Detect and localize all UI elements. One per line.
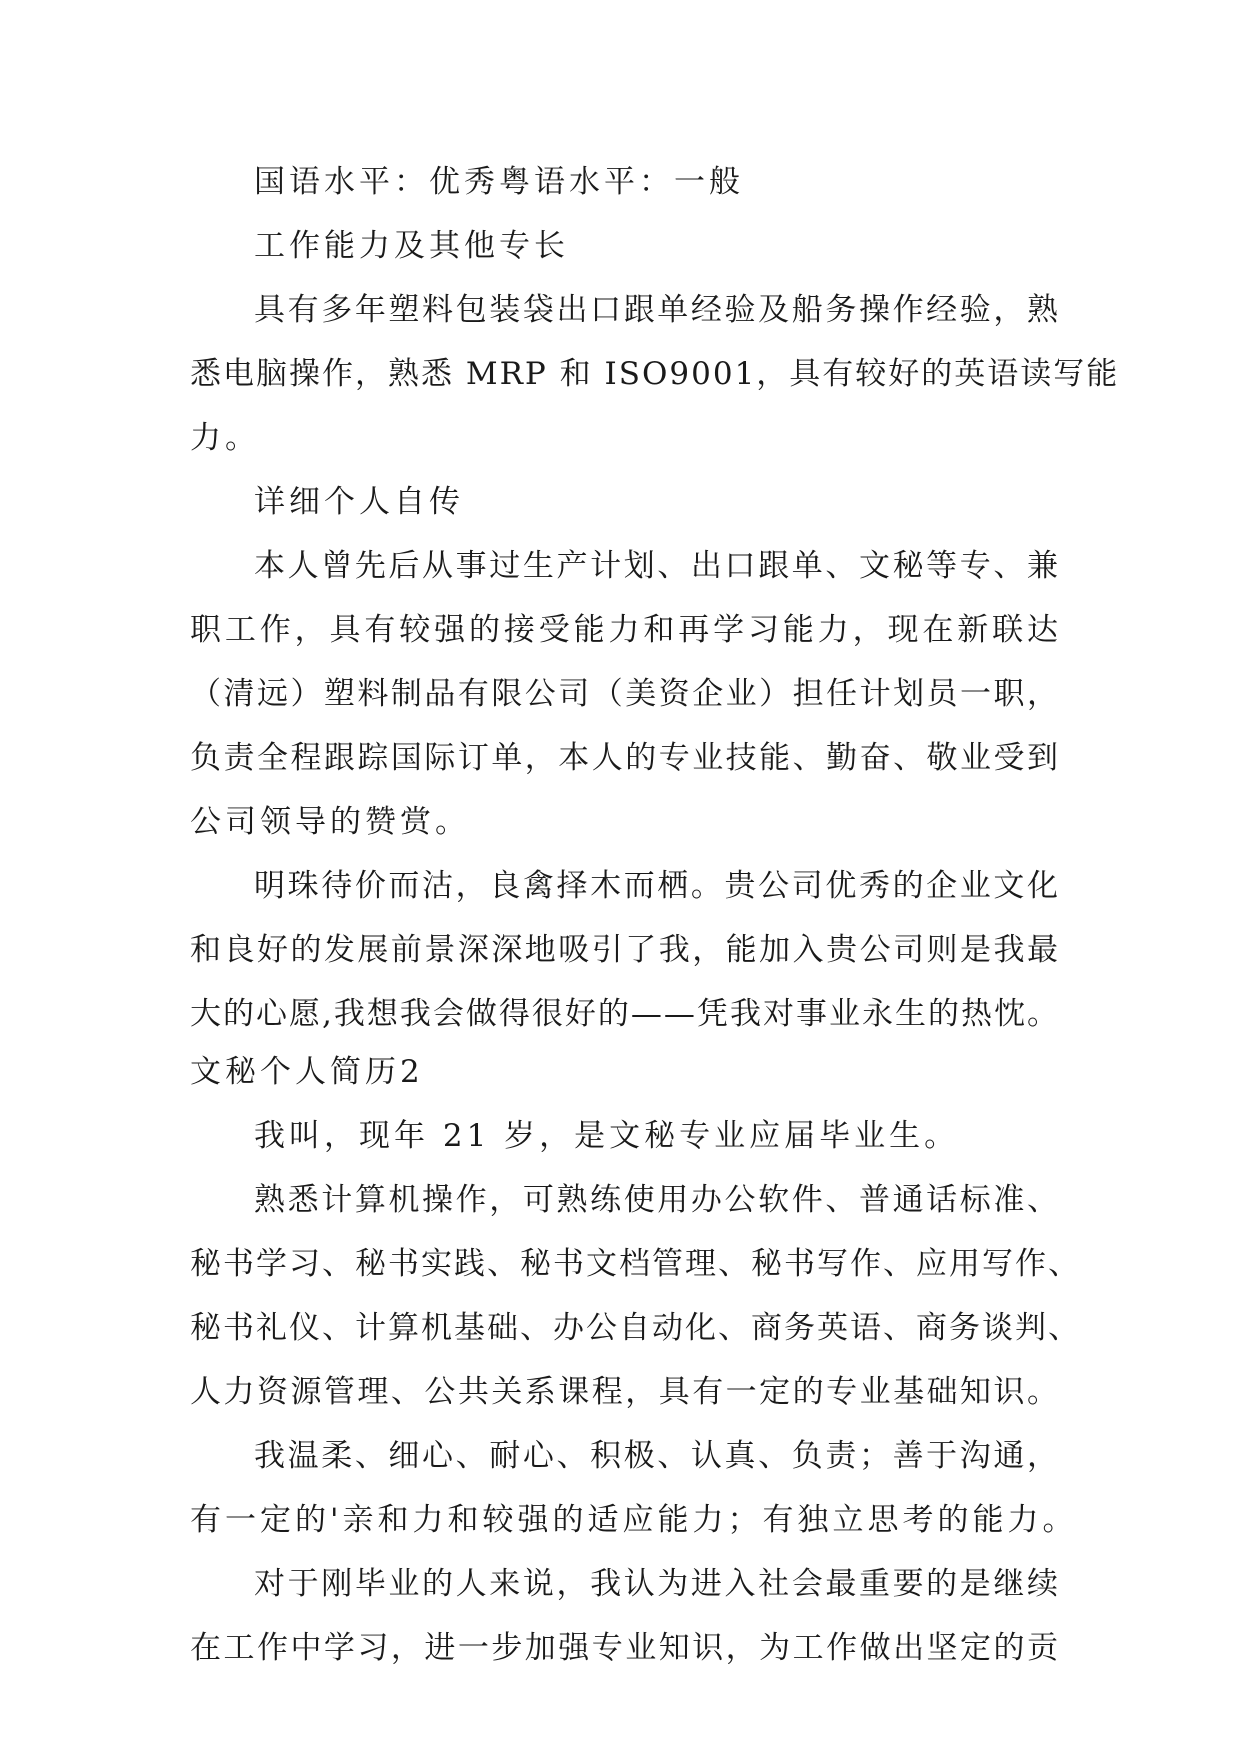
skills-paragraph-line-3: 力。 bbox=[190, 420, 260, 456]
autobiography-line-1: 本人曾先后从事过生产计划、出口跟单、文秘等专、兼 bbox=[254, 548, 1060, 584]
skills-paragraph-line-1: 具有多年塑料包装袋出口跟单经验及船务操作经验，熟 bbox=[254, 292, 1060, 328]
intro-line: 我叫，现年 21 岁，是文秘专业应届毕业生。 bbox=[254, 1118, 960, 1154]
career-view-line-1: 对于刚毕业的人来说，我认为进入社会最重要的是继续 bbox=[254, 1566, 1060, 1602]
personality-line-2: 有一定的'亲和力和较强的适应能力；有独立思考的能力。 bbox=[190, 1502, 1078, 1538]
courses-line-3: 秘书礼仪、计算机基础、办公自动化、商务英语、商务谈判、 bbox=[190, 1310, 1081, 1346]
personality-line-1: 我温柔、细心、耐心、积极、认真、负责；善于沟通， bbox=[254, 1438, 1060, 1474]
courses-line-1: 熟悉计算机操作，可熟练使用办公软件、普通话标准、 bbox=[254, 1182, 1060, 1218]
language-level-line: 国语水平：优秀粤语水平：一般 bbox=[254, 164, 744, 200]
document-body bbox=[190, 150, 1120, 1680]
autobiography-line-5: 公司领导的赞赏。 bbox=[190, 804, 470, 840]
autobiography-line-3: （清远）塑料制品有限公司（美资企业）担任计划员一职， bbox=[190, 676, 1060, 712]
closing-paragraph-line-1: 明珠待价而沽，良禽择木而栖。贵公司优秀的企业文化 bbox=[254, 868, 1060, 904]
section-heading-skills: 工作能力及其他专长 bbox=[254, 228, 569, 264]
closing-paragraph-line-2: 和良好的发展前景深深地吸引了我，能加入贵公司则是我最 bbox=[190, 932, 1060, 968]
autobiography-line-2: 职工作，具有较强的接受能力和再学习能力，现在新联达 bbox=[190, 612, 1060, 648]
courses-line-2: 秘书学习、秘书实践、秘书文档管理、秘书写作、应用写作、 bbox=[190, 1246, 1081, 1282]
resume-2-title: 文秘个人简历2 bbox=[190, 1054, 424, 1090]
courses-line-4: 人力资源管理、公共关系课程，具有一定的专业基础知识。 bbox=[190, 1374, 1060, 1410]
skills-paragraph-line-2: 悉电脑操作，熟悉 MRP 和 ISO9001，具有较好的英语读写能 bbox=[190, 356, 1120, 392]
autobiography-line-4: 负责全程跟踪国际订单，本人的专业技能、勤奋、敬业受到 bbox=[190, 740, 1060, 776]
section-heading-autobiography: 详细个人自传 bbox=[254, 484, 464, 520]
closing-paragraph-line-3: 大的心愿,我想我会做得很好的——凭我对事业永生的热忱。 bbox=[190, 996, 1060, 1032]
career-view-line-2: 在工作中学习，进一步加强专业知识，为工作做出坚定的贡 bbox=[190, 1630, 1060, 1666]
